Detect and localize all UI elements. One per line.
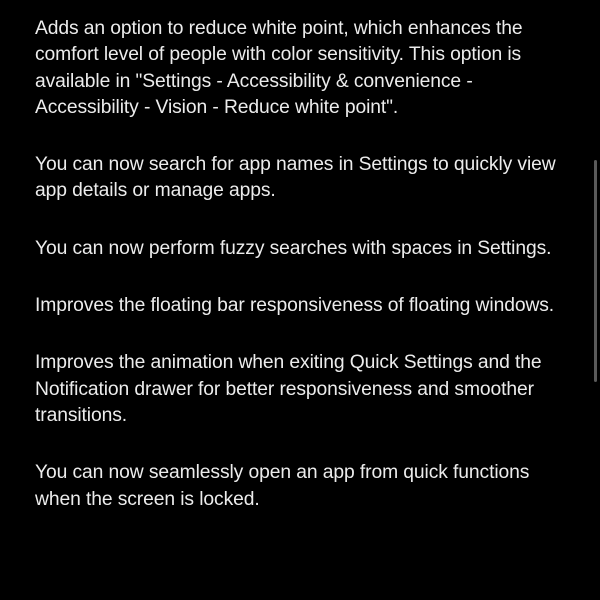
release-notes-list <box>35 16 580 544</box>
release-note-fuzzy-search: You can now perform fuzzy searches with spaces in Settings. <box>35 237 552 259</box>
release-note-search-app-names: You can now search for app names in Settings to quickly view app details or manage apps. <box>35 154 556 202</box>
release-note-floating-bar: Improves the floating bar responsiveness of floating windows. <box>35 295 555 317</box>
release-note-reduce-white-point: Adds an option to reduce white point, which enhances the comfort level of people with color sensitivity. This option is available in "Settings - Accessibility & convenience - Accessibility - Vision - Reduce white point". <box>35 18 523 118</box>
scrollbar-thumb[interactable] <box>594 160 597 382</box>
release-note-quick-settings-animation: Improves the animation when exiting Quick Settings and the Notification drawer for better responsiveness and smoother transitions. <box>35 352 542 426</box>
release-note-open-app-locked: You can now seamlessly open an app from quick functions when the screen is locked. <box>35 462 530 510</box>
scrollbar[interactable] <box>592 0 600 600</box>
